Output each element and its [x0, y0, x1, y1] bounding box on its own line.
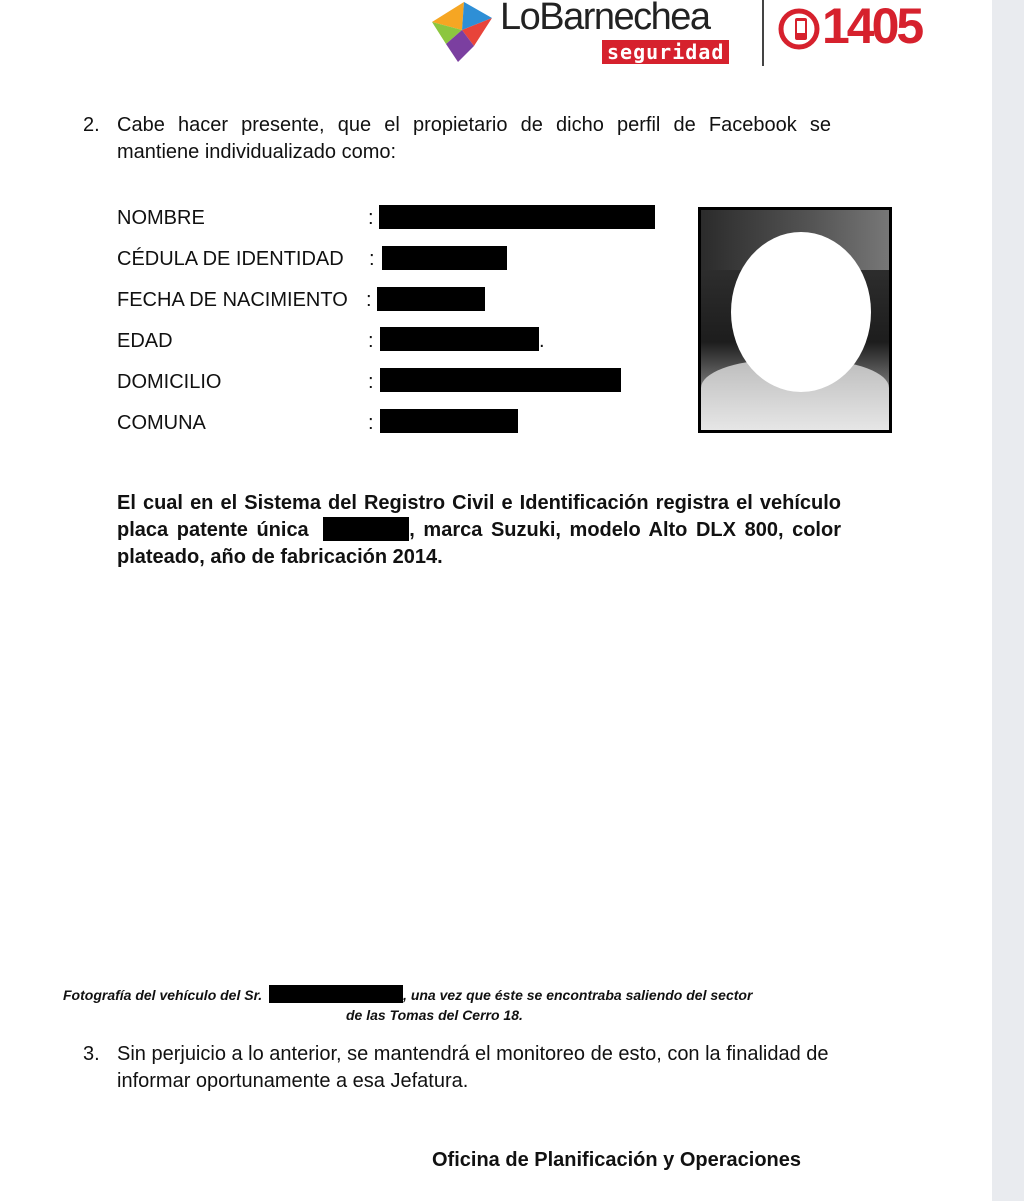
field-colon: :	[368, 412, 374, 434]
viewer-side-strip	[992, 0, 1024, 1201]
field-colon: :	[368, 371, 374, 393]
caption-line-2: de las Tomas del Cerro 18.	[346, 1007, 523, 1023]
caption-after: , una vez que éste se encontraba saliendo del sector	[403, 987, 753, 1003]
field-colon: :	[366, 289, 372, 311]
redaction-bar	[269, 985, 403, 1003]
phone-icon	[778, 6, 820, 52]
signature-office: Oficina de Planificación y Operaciones	[432, 1149, 802, 1171]
redaction-bar	[382, 246, 507, 270]
field-label-edad: EDAD	[117, 330, 173, 352]
vehicle-text-after: , marca Suzuki, modelo Alto DLX 800, color plateado, año de fabricación 2014.	[117, 519, 841, 568]
colorful-kite-logo-icon	[428, 0, 498, 62]
redaction-bar	[380, 327, 539, 351]
header-logo	[428, 0, 938, 70]
field-suffix-period: .	[539, 330, 545, 352]
brand-name: LoBarnechea	[500, 0, 710, 38]
redaction-bar	[380, 368, 621, 392]
section-2-number: 2.	[83, 114, 100, 136]
profile-photo	[698, 207, 892, 433]
field-colon: :	[368, 330, 374, 352]
field-label-domicilio: DOMICILIO	[117, 371, 222, 393]
section-3-text: Sin perjuicio a lo anterior, se mantendrá el monitoreo de esto, con la finalidad de informar oportunamente a esa Jefatura.	[117, 1043, 829, 1092]
field-label-nombre: NOMBRE	[117, 207, 205, 229]
hotline-number: 1405	[822, 0, 922, 54]
section-3-number: 3.	[83, 1043, 100, 1065]
brand-subtitle: seguridad	[602, 40, 729, 64]
field-colon: :	[368, 207, 374, 229]
vehicle-text-before: El cual en el Sistema del Registro Civil e Identificación registra el vehículo placa patente única	[117, 492, 841, 541]
field-label-cedula: CÉDULA DE IDENTIDAD	[117, 248, 344, 270]
redaction-bar	[323, 517, 409, 541]
field-label-fecha-nacimiento: FECHA DE NACIMIENTO	[117, 289, 348, 311]
field-label-comuna: COMUNA	[117, 412, 206, 434]
redaction-bar	[379, 205, 655, 229]
photo-caption	[63, 985, 843, 1005]
face-blur-mask	[731, 232, 871, 392]
logo-divider	[762, 0, 764, 66]
section-2-text: Cabe hacer presente, que el propietario de dicho perfil de Facebook se mantiene individualizado como:	[117, 114, 831, 163]
field-colon: :	[369, 248, 375, 270]
caption-before: Fotografía del vehículo del Sr.	[63, 987, 263, 1003]
redaction-bar	[380, 409, 518, 433]
redaction-bar	[377, 287, 485, 311]
vehicle-paragraph	[117, 490, 841, 571]
